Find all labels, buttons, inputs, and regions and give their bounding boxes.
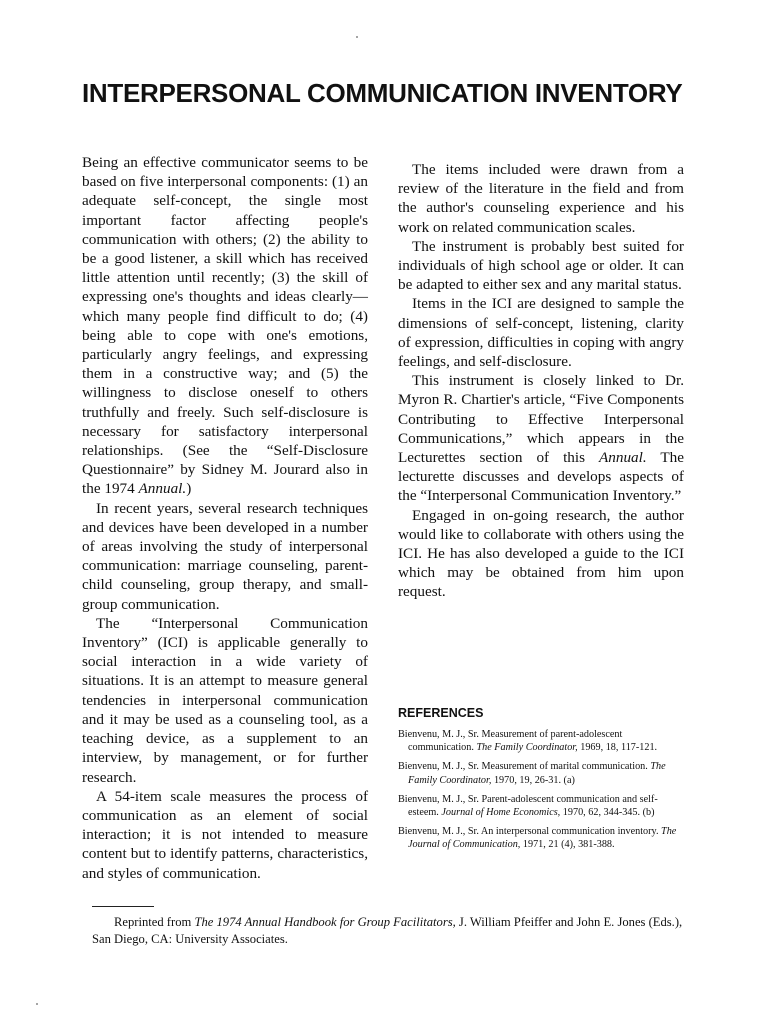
reference-item: Bienvenu, M. J., Sr. Parent-adolescent communication and self-esteem. Journal of Home Economics, 1970, 62, 344-345. (b) <box>398 793 658 819</box>
paragraph-research: In recent years, several research techniques and devices have been developed in a number of areas involving the study of interpersonal communication: marriage counseling, parent-child counseling, group therapy, and small-group communication. <box>82 499 368 613</box>
paragraph-research-collaboration: Engaged in on-going research, the author would like to collaborate with others using the ICI. He has also developed a guide to the ICI which may be obtained from him upon request. <box>398 506 684 601</box>
paragraph-items-source: The items included were drawn from a review of the literature in the field and from the author's counseling experience and his work on related communication scales. <box>398 161 684 236</box>
paragraph-ici-overview: The “Interpersonal Communication Inventory” (ICI) is applicable generally to social interaction in a wide variety of situations. It is an attempt to measure general tendencies in interpersonal communication and it may be used as a counseling tool, as a teaching device, as a supplement to an interview, by management, or for further research. <box>82 614 368 786</box>
paragraph-scale: A 54-item scale measures the process of communication as an element of social interaction; it is not intended to measure content but to identify patterns, characteristics, and styles of communication. <box>82 787 368 882</box>
reference-item: Bienvenu, M. J., Sr. An interpersonal communication inventory. The Journal of Communication, 1971, 21 (4), 381-388. <box>398 826 677 851</box>
paragraph-suitability: The instrument is probably best suited for individuals of high school age or older. It can be adapted to either sex and any marital status. <box>398 237 684 294</box>
references-section <box>398 706 688 858</box>
footnote-divider <box>92 906 154 907</box>
scan-speck <box>36 1003 38 1005</box>
paragraph-chartier: This instrument is closely linked to Dr. Myron R. Chartier's article, “Five Components Contributing to Effective Interpersonal Communications,” which appears in the Lecturettes section of this Annual. The lecturette discusses and develops aspects of the “Interpersonal Communication Inventory.” <box>398 372 684 505</box>
reference-item: Bienvenu, M. J., Sr. Measurement of parent-adolescent communication. The Family Coordinator, 1969, 18, 117-121. <box>398 729 658 754</box>
page-title: INTERPERSONAL COMMUNICATION INVENTORY <box>82 78 683 108</box>
scan-speck <box>356 36 358 38</box>
reference-item: Bienvenu, M. J., Sr. Measurement of marital communication. The Family Coordinator, 1970, 19, 26-31. (a) <box>398 761 666 786</box>
body-column-right <box>398 160 684 602</box>
paragraph-intro: Being an effective communicator seems to be based on five interpersonal components: (1) an adequate self-concept, the single most important factor affecting people's communication with others; (2) the ability to be a good listener, a skill which has received little attention until recently; (3) the skill of expressing one's thoughts and ideas clearly—which many people find difficult to do; (4) being able to cope with one's emotions, particularly angry feelings, and expressing them in a constructive way; and (5) the willingness to disclose oneself to others truthfully and freely. Such self-disclosure is necessary for satisfactory interpersonal relationships. (See the “Self-Disclosure Questionnaire” by Sidney M. Jourard also in the 1974 Annual.) <box>82 154 368 498</box>
body-column-left <box>82 153 368 883</box>
references-heading: REFERENCES <box>398 706 484 720</box>
paragraph-dimensions: Items in the ICI are designed to sample the dimensions of self-concept, listening, clarity of expression, difficulties in coping with angry feelings, and self-disclosure. <box>398 295 684 371</box>
reprint-footnote: Reprinted from The 1974 Annual Handbook for Group Facilitators, J. William Pfeiffer and John E. Jones (Eds.), San Diego, CA: University Associates. <box>92 915 683 946</box>
